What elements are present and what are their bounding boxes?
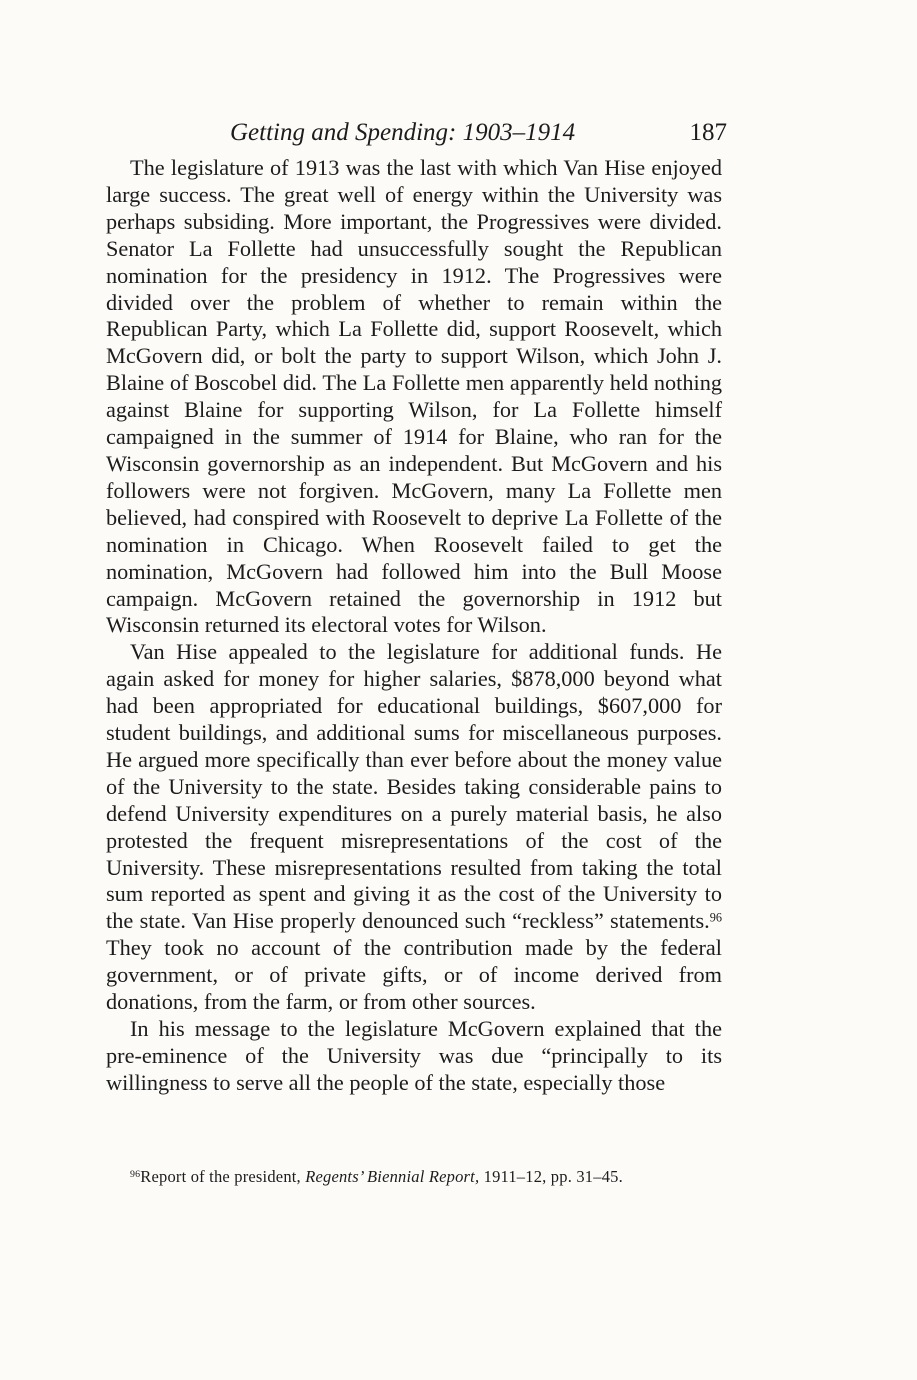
paragraph-2	[106, 639, 722, 1016]
paragraph-3: In his message to the legislature McGovern explained that the pre-eminence of the University was due “principally to its willingness to serve all the people of the state, especially those	[106, 1016, 722, 1095]
footnote-reference: 96	[709, 910, 722, 925]
footnote-source-title: Regents’ Biennial Report,	[305, 1167, 480, 1186]
footnote-text-b: 1911–12, pp. 31–45.	[479, 1167, 623, 1186]
running-header	[230, 117, 727, 149]
paragraph-1: The legislature of 1913 was the last with which Van Hise enjoyed large success. The great well of energy within the University was perhaps subsiding. More important, the Progressives were divided. Senator La Follette had unsuccessfully sought the Republican nomination for the presidency in 1912. The Progressives were divided over the problem of whether to remain within the Republican Party, which La Follette did, support Roosevelt, which McGovern did, or bolt the party to support Wilson, which John J. Blaine of Boscobel did. The La Follette men apparently held nothing against Blaine for supporting Wilson, for La Follette himself campaigned in the summer of 1914 for Blaine, who ran for the Wisconsin governorship as an independent. But McGovern and his followers were not forgiven. McGovern, many La Follette men believed, had conspired with Roosevelt to deprive La Follette of the nomination in Chicago. When Roosevelt failed to get the nomination, McGovern had followed him into the Bull Moose campaign. McGovern retained the governorship in 1912 but Wisconsin returned its electoral votes for Wilson.	[106, 155, 722, 638]
paragraph-2-text-a: Van Hise appealed to the legislature for additional funds. He again asked for money for higher salaries, $878,000 beyond what had been appropriated for educational buildings, $607,000 for student buildings, and additional sums for miscellaneous purposes. He argued more specifically than ever before about the money value of the University to the state. Besides taking considerable pains to defend University expenditures on a purely material basis, he also protested the frequent misrepresentations of the cost of the University. These misrepresentations resulted from taking the total sum reported as spent and giving it as the cost of the University to the state. Van Hise properly denounced such “reckless” statements.	[106, 639, 722, 934]
footnote	[130, 1166, 730, 1188]
footnote-number: 96	[130, 1169, 141, 1181]
paragraph-2-text-b: They took no account of the contribution made by the federal government, or of private gifts, or of income derived from donations, from the farm, or from other sources.	[106, 935, 722, 1015]
running-title: Getting and Spending: 1903–1914	[230, 119, 576, 146]
page-number: 187	[689, 119, 727, 146]
footnote-text-a: Report of the president,	[140, 1167, 306, 1186]
body-text	[106, 155, 722, 1097]
